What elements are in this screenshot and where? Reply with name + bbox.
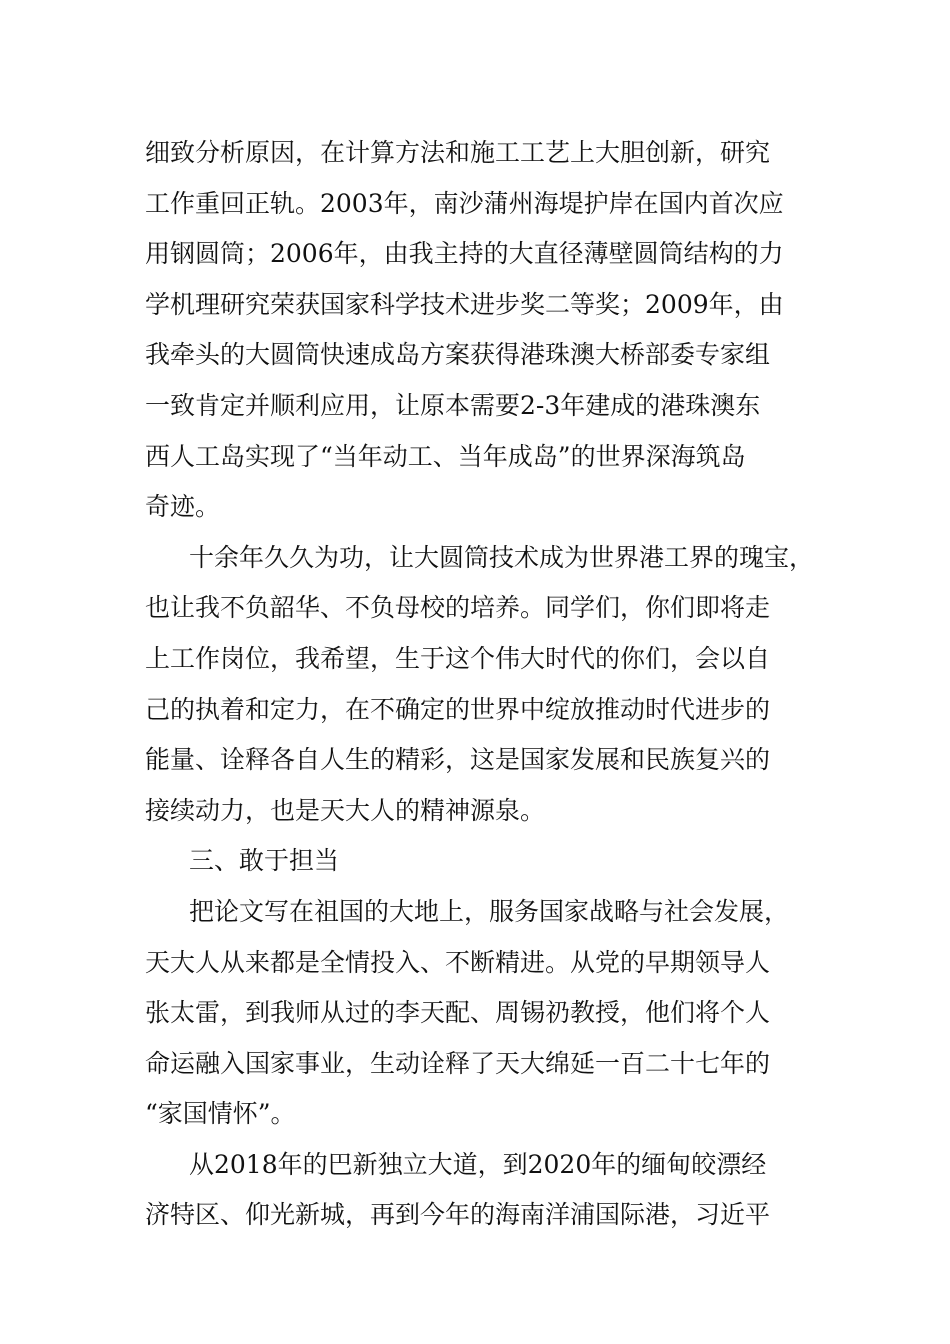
- text-line: 西人工岛实现了“当年动工、当年成岛”的世界深海筑岛: [145, 441, 746, 471]
- text-line: 也让我不负韶华、不负母校的培养。同学们，你们即将走: [145, 593, 771, 623]
- paragraph-start-line: 把论文写在祖国的大地上，服务国家战略与社会发展，: [189, 896, 790, 926]
- text-line: 接续动力，也是天大人的精神源泉。: [145, 795, 546, 825]
- text-line: 奇迹。: [145, 492, 221, 522]
- text-line: 能量、诠释各自人生的精彩，这是国家发展和民族复兴的: [145, 745, 771, 775]
- section-heading: 三、敢于担当: [189, 846, 340, 876]
- body-text: [145, 128, 815, 1241]
- text-line: 命运融入国家事业，生动诠释了天大绵延一百二十七年的: [145, 1048, 771, 1078]
- text-line: 张太雷，到我师从过的李天配、周锡礽教授，他们将个人: [145, 998, 771, 1028]
- text-line: “家国情怀”。: [145, 1099, 296, 1129]
- text-line: 上工作岗位，我希望，生于这个伟大时代的你们，会以自: [145, 643, 771, 673]
- text-line: 工作重回正轨。2003年，南沙蒲州海堤护岸在国内首次应: [145, 188, 784, 218]
- text-line: 细致分析原因，在计算方法和施工工艺上大胆创新，研究: [145, 138, 771, 167]
- text-line: 己的执着和定力，在不确定的世界中绽放推动时代进步的: [145, 694, 771, 724]
- paragraph-start-line: 从2018年的巴新独立大道，到2020年的缅甸皎漂经: [189, 1149, 767, 1179]
- paragraph-start-line: 十余年久久为功，让大圆筒技术成为世界港工界的瑰宝，: [189, 542, 815, 572]
- text-line: 济特区、仰光新城，再到今年的海南洋浦国际港，习近平: [145, 1200, 771, 1230]
- text-line: 学机理研究荣获国家科学技术进步奖二等奖；2009年，由: [145, 289, 784, 319]
- text-line: 天大人从来都是全情投入、不断精进。从党的早期领导人: [145, 947, 771, 977]
- text-line: 我牵头的大圆筒快速成岛方案获得港珠澳大桥部委专家组: [145, 340, 771, 370]
- text-line: 一致肯定并顺利应用，让原本需要2-3年建成的港珠澳东: [145, 390, 761, 420]
- text-line: 用钢圆筒；2006年，由我主持的大直径薄壁圆筒结构的力: [145, 239, 784, 269]
